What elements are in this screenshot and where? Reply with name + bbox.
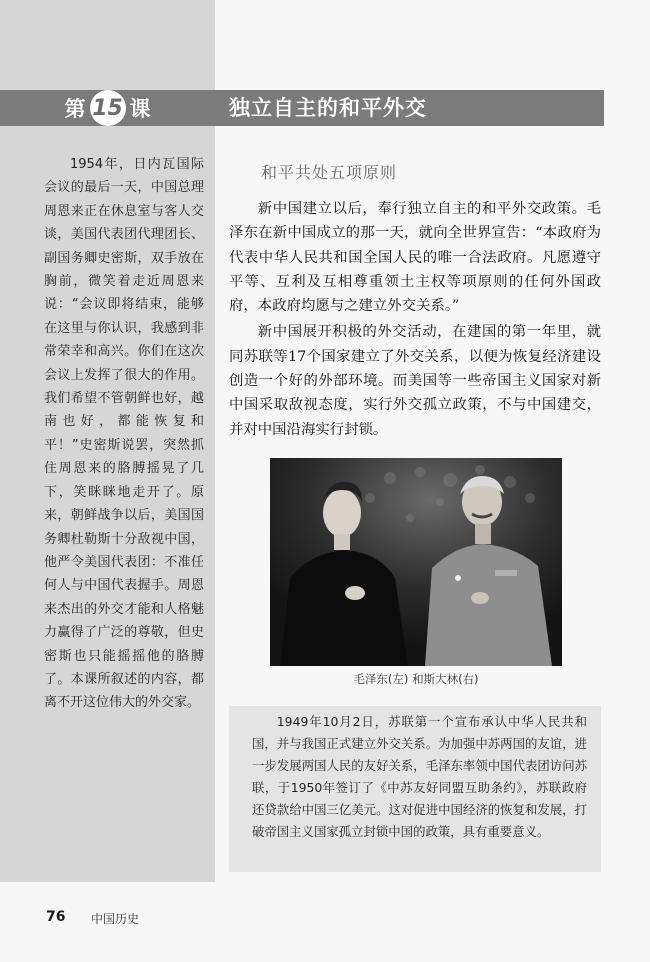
main-body bbox=[229, 197, 601, 444]
book-title: 中国历史 bbox=[91, 912, 140, 926]
historical-photo bbox=[270, 458, 562, 666]
sidebar-story-text: 1954年，日内瓦国际会议的最后一天，中国总理周恩来正在休息室与客人交谈，美国代表团代理团长、副国务卿史密斯，双手放在胸前，微笑着走近周恩来说：“会议即将结束，能够在这里与你认识，我感到非常荣幸和高兴。你们在这次会议上发挥了很大的作用。我们希望不管朝鲜也好，越南也好，都能恢复和平！”史密斯说罢，突然抓住周恩来的胳膊摇晃了几下，笑眯眯地走开了。原来，朝鲜战争以后，美国国务卿杜勒斯十分敌视中国，他严令美国代表团：不准任何人与中国代表握手。周恩来杰出的外交才能和人格魅力赢得了广泛的尊敬，但史密斯也只能摇摇他的胳膊了。本课所叙述的内容，都离不开这位伟大的外交家。 bbox=[44, 157, 204, 711]
lesson-suffix: 课 bbox=[129, 97, 151, 121]
sidebar-story bbox=[44, 153, 204, 715]
lesson-number-badge: 15 bbox=[90, 90, 126, 126]
body-paragraph-1: 新中国建立以后，奉行独立自主的和平外交政策。毛泽东在新中国成立的那一天，就向全世界宣告：“本政府为代表中华人民共和国全国人民的唯一合法政府。凡愿遵守平等、互利及互相尊重领土主权等项原则的任何外国政府，本政府均愿与之建立外交关系。” bbox=[229, 201, 601, 315]
lesson-prefix: 第 bbox=[64, 97, 86, 121]
body-paragraph-2: 新中国展开积极的外交活动，在建国的第一年里，就同苏联等17个国家建立了外交关系，以便为恢复经济建设创造一个好的外部环境。而美国等一些帝国主义国家对新中国采取敌视态度，实行外交孤立政策，不与中国建交，并对中国沿海实行封锁。 bbox=[229, 324, 601, 438]
lesson-banner bbox=[0, 90, 604, 126]
lesson-number-label bbox=[0, 90, 215, 126]
page-number: 76 bbox=[46, 909, 66, 925]
photo-illustration bbox=[270, 458, 562, 666]
photo-caption: 毛泽东(左) 和斯大林(右) bbox=[353, 672, 479, 686]
info-box-text: 1949年10月2日，苏联第一个宣布承认中华人民共和国，并与我国正式建立外交关系。为加强中苏两国的友谊，进一步发展两国人民的友好关系，毛泽东率领中国代表团访问苏联，于1950年签订了《中苏友好同盟互助条约》，苏联政府还贷款给中国三亿美元。这对促进中国经济的恢复和发展，打破帝国主义国家孤立封锁中国的政策，具有重要意义。 bbox=[252, 714, 587, 840]
lesson-title: 独立自主的和平外交 bbox=[229, 96, 427, 120]
section-heading: 和平共处五项原则 bbox=[261, 163, 398, 182]
